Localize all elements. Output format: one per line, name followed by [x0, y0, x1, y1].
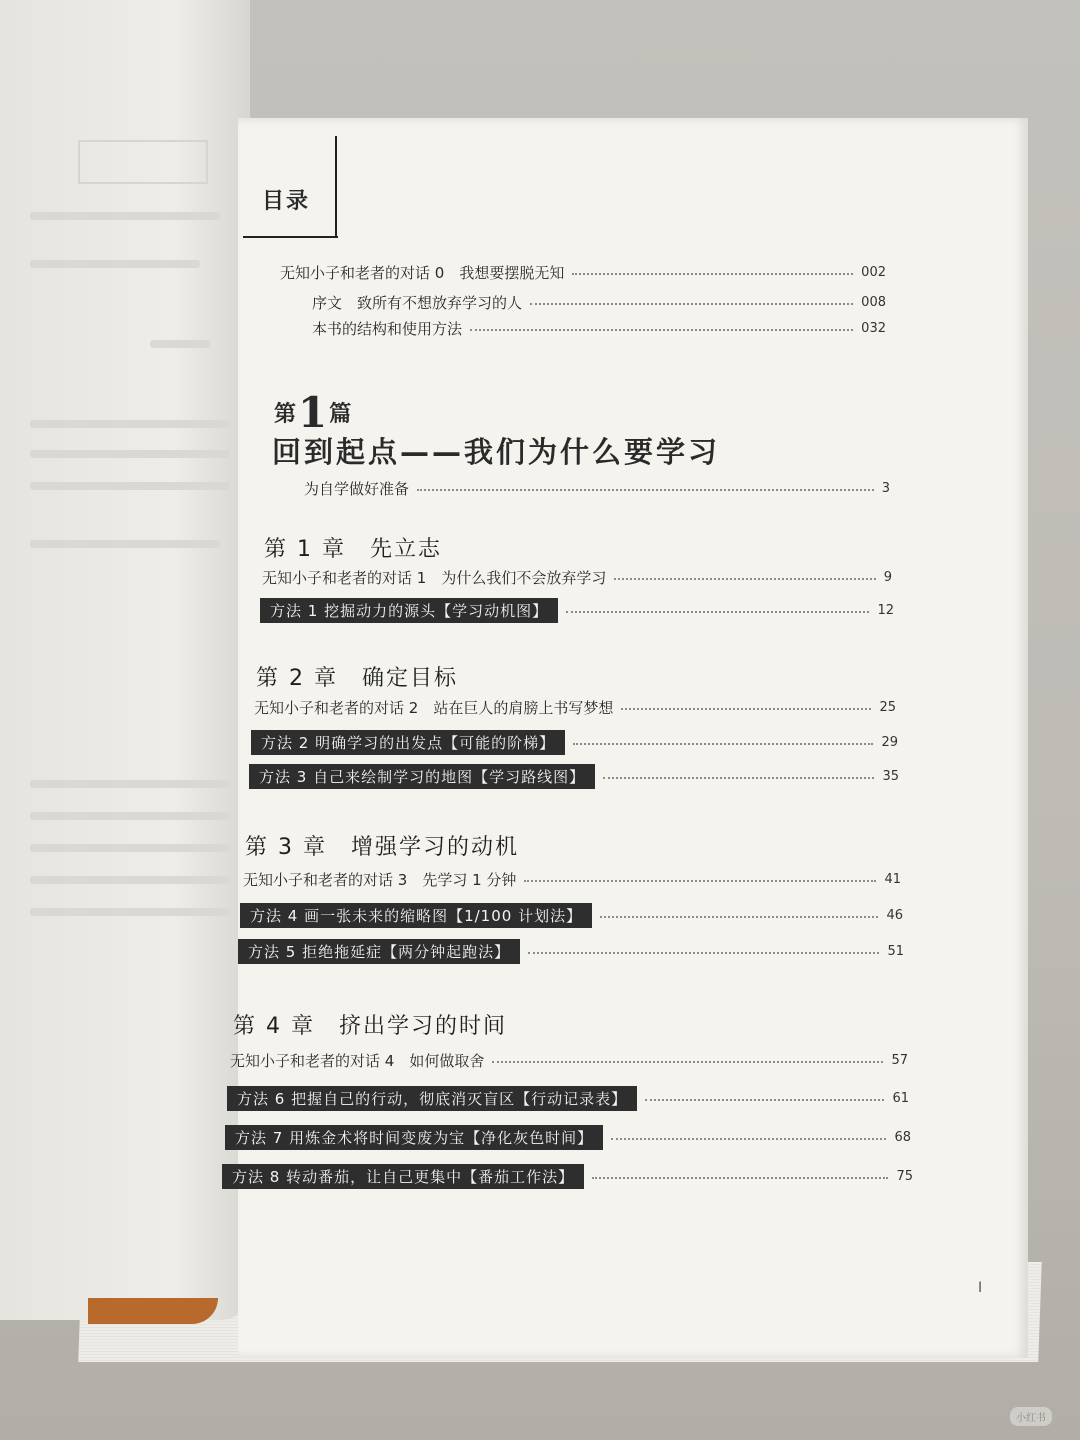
entry-text: 无知小子和老者的对话 1 为什么我们不会放弃学习 [262, 569, 607, 587]
page-number: 3 [881, 481, 890, 496]
toc-entry[interactable] [312, 318, 886, 339]
method-label: 方法 8 转动番茄，让自己更集中【番茄工作法】 [222, 1164, 584, 1189]
left-faint-line [30, 844, 230, 852]
part-prefix: 第 [274, 402, 297, 427]
toc-method-entry[interactable] [225, 1125, 911, 1150]
book-cover-edge [88, 1298, 218, 1324]
dot-leader [417, 489, 874, 491]
dot-leader [592, 1177, 888, 1179]
page-number: 61 [892, 1091, 909, 1106]
entry-text: 序文 致所有不想放弃学习的人 [312, 294, 523, 312]
toc-header-frame [335, 136, 337, 236]
dot-leader [528, 952, 879, 954]
method-label: 方法 2 明确学习的出发点【可能的阶梯】 [251, 730, 565, 755]
dot-leader [530, 303, 853, 305]
toc-method-entry[interactable] [260, 598, 894, 623]
method-label: 方法 5 拒绝拖延症【两分钟起跑法】 [238, 939, 520, 964]
toc-method-entry[interactable] [251, 730, 898, 755]
toc-entry[interactable] [254, 697, 896, 718]
page-number: 25 [879, 700, 896, 715]
part-suffix: 篇 [329, 402, 352, 427]
page-number: 46 [886, 908, 903, 923]
toc-entry[interactable] [243, 869, 901, 890]
left-faint-line [30, 212, 220, 220]
left-faint-line [30, 812, 230, 820]
left-faint-line [30, 482, 230, 490]
page-number: 75 [896, 1169, 913, 1184]
page-number: 12 [877, 603, 894, 618]
part-digit: 1 [298, 388, 328, 437]
page-number: 35 [882, 769, 899, 784]
method-label: 方法 3 自己来绘制学习的地图【学习路线图】 [249, 764, 595, 789]
entry-text: 无知小子和老者的对话 3 先学习 1 分钟 [243, 871, 517, 889]
method-label: 方法 7 用炼金术将时间变废为宝【净化灰色时间】 [225, 1125, 603, 1150]
page-number: 29 [881, 735, 898, 750]
dot-leader [573, 743, 873, 745]
dot-leader [470, 329, 853, 331]
page-number: 51 [887, 944, 904, 959]
left-faint-line [30, 908, 230, 916]
entry-text: 无知小子和老者的对话 0 我想要摆脱无知 [280, 264, 565, 282]
dot-leader [603, 777, 874, 779]
toc-entry[interactable] [280, 262, 886, 283]
page-number: 032 [861, 321, 886, 336]
method-label: 方法 1 挖掘动力的源头【学习动机图】 [260, 598, 558, 623]
page-number: 008 [861, 295, 886, 310]
page-number: 41 [884, 872, 901, 887]
chapter-title[interactable]: 第 2 章 确定目标 [256, 666, 458, 691]
toc-title: 目录 [262, 189, 311, 214]
toc-method-entry[interactable] [240, 903, 903, 928]
entry-text: 本书的结构和使用方法 [312, 320, 463, 338]
left-faint-line [150, 340, 210, 348]
toc-entry[interactable] [230, 1050, 908, 1071]
toc-method-entry[interactable] [222, 1164, 913, 1189]
dot-leader [572, 273, 853, 275]
chapter-title[interactable]: 第 3 章 增强学习的动机 [245, 835, 519, 860]
left-faint-line [30, 420, 230, 428]
dot-leader [614, 578, 875, 580]
chapter-title[interactable]: 第 4 章 挤出学习的时间 [233, 1014, 507, 1039]
toc-header-frame [243, 236, 338, 238]
left-page [0, 0, 250, 1320]
part-title: 回到起点——我们为什么要学习 [272, 435, 721, 469]
chapter-title[interactable]: 第 1 章 先立志 [264, 537, 442, 562]
dot-leader [524, 880, 876, 882]
dot-leader [645, 1099, 884, 1101]
page-number: 57 [891, 1053, 908, 1068]
toc-method-entry[interactable] [249, 764, 899, 789]
entry-text: 无知小子和老者的对话 2 站在巨人的肩膀上书写梦想 [254, 699, 614, 717]
method-label: 方法 4 画一张未来的缩略图【1/100 计划法】 [240, 903, 592, 928]
dot-leader [566, 611, 869, 613]
page-number: 002 [861, 265, 886, 280]
left-faint-line [30, 450, 230, 458]
dot-leader [621, 708, 871, 710]
toc-method-entry[interactable] [238, 939, 904, 964]
page-number: 68 [894, 1130, 911, 1145]
left-page-faint-box [78, 140, 208, 184]
entry-text: 为自学做好准备 [304, 480, 410, 498]
left-faint-line [30, 260, 200, 268]
left-faint-line [30, 540, 220, 548]
dot-leader [600, 916, 878, 918]
toc-entry[interactable] [262, 567, 892, 588]
dot-leader [492, 1061, 883, 1063]
toc-method-entry[interactable] [227, 1086, 909, 1111]
method-label: 方法 6 把握自己的行动，彻底消灭盲区【行动记录表】 [227, 1086, 637, 1111]
toc-entry[interactable] [312, 292, 886, 313]
dot-leader [611, 1138, 886, 1140]
page-number: 9 [883, 570, 892, 585]
left-faint-line [30, 780, 230, 788]
watermark-badge: 小红书 [1010, 1407, 1052, 1426]
folio-number: I [978, 1280, 983, 1296]
toc-entry[interactable] [304, 478, 890, 499]
left-faint-line [30, 876, 230, 884]
entry-text: 无知小子和老者的对话 4 如何做取舍 [230, 1052, 485, 1070]
